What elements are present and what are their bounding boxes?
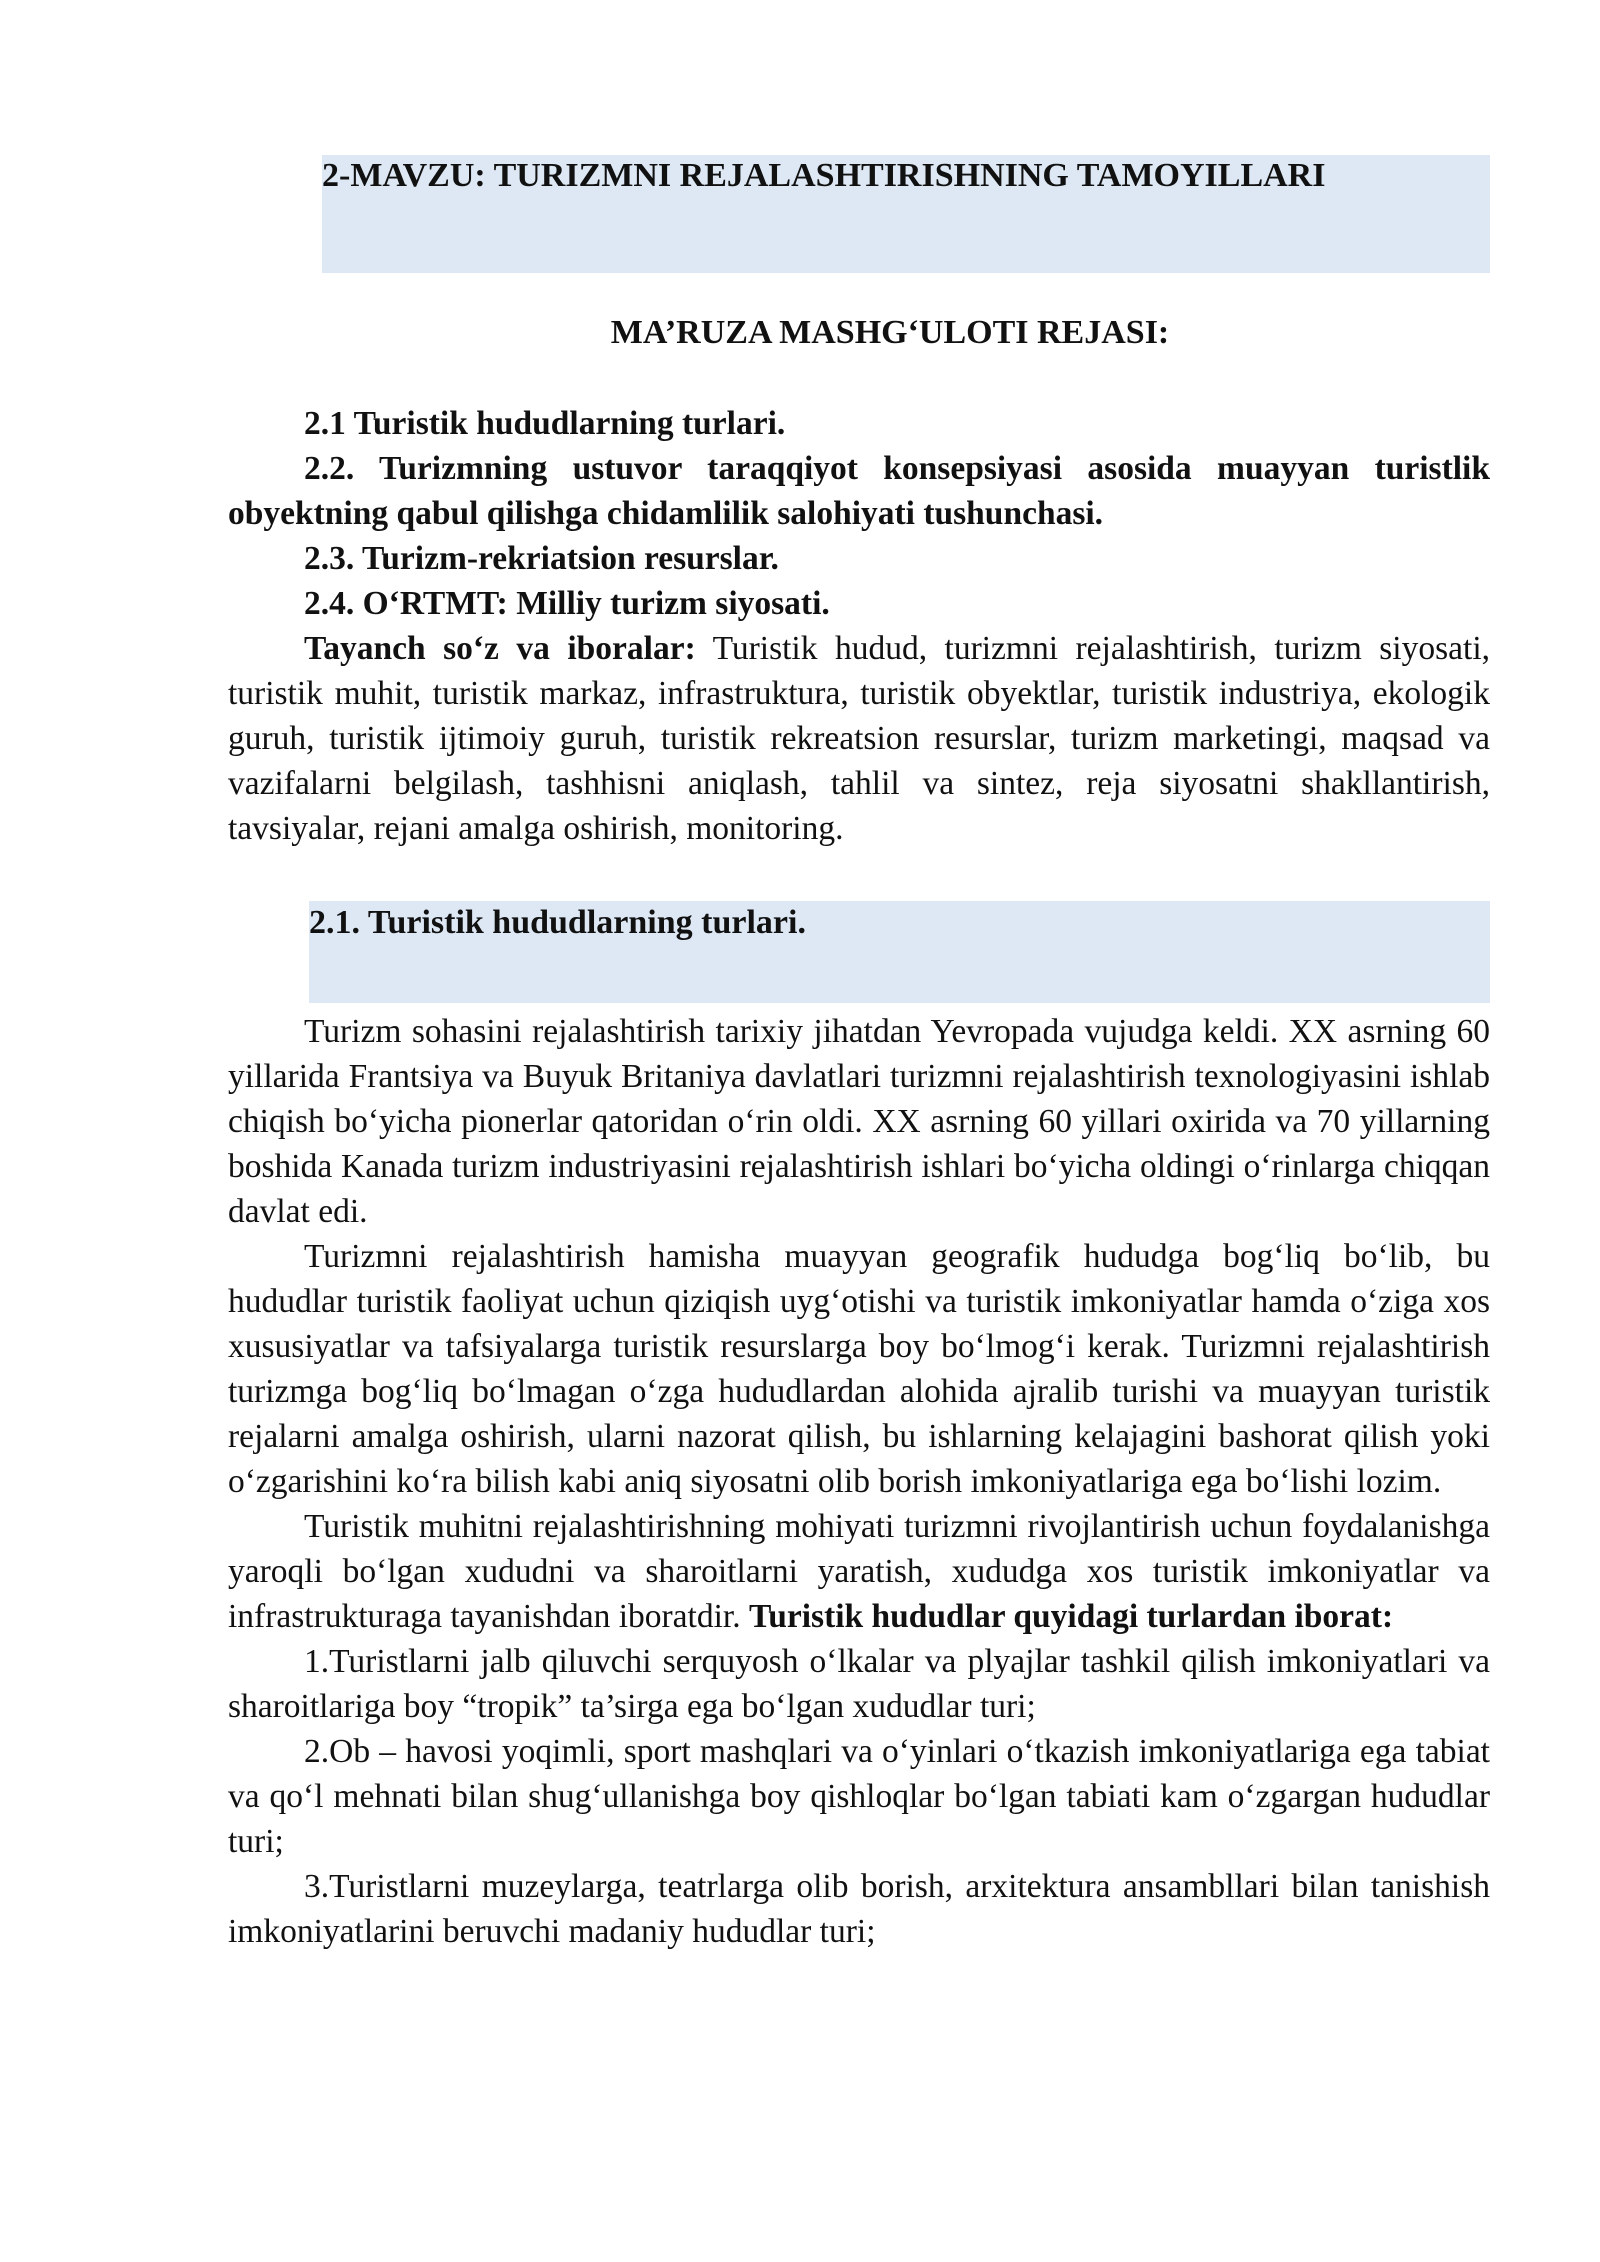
keywords-label: Tayanch so‘z va iboralar:: [304, 630, 696, 667]
paragraph-2: Turizmni rejalashtirish hamisha muayyan geografik hududga bog‘liq bo‘lib, bu hududlar turistik faoliyat uchun qiziqish uyg‘otishi va turistik imkoniyatlar hamda o‘ziga xos xususiyatlar va tafsiyalarga turistik resurslarga boy bo‘lmog‘i kerak. Turizmni rejalashtirish turizmga bog‘liq bo‘lmagan o‘zga hududlardan alohida ajralib turishi va muayyan turistik rejalarni amalga oshirish, ularni nazorat qilish, bu ishlarning kelajagini bashorat qilish yoki o‘zgarishini ko‘ra bilish kabi aniq siyosatni olib borish imkoniyatlariga ega bo‘lishi lozim.: [228, 1238, 1490, 1500]
plan-heading: MA’RUZA MASHG‘ULOTI REJASI:: [610, 314, 1170, 351]
page-title: 2-MAVZU: TURIZMNI REJALASHTIRISHNING TAMOYILLARI: [322, 157, 1326, 194]
plan-item-4: 2.4. O‘RTMT: Milliy turizm siyosati.: [304, 585, 830, 622]
plan-item-3: 2.3. Turizm-rekriatsion resurslar.: [304, 540, 779, 577]
paragraph-1: Turizm sohasini rejalashtirish tarixiy jihatdan Yevropada vujudga keldi. XX asrning 60 yillarida Frantsiya va Buyuk Britaniya davlatlari turizmni rejalashtirish texnologiyasini ishlab chiqish bo‘yicha pionerlar qatoridan o‘rin oldi. XX asrning 60 yillari oxirida va 70 yillarning boshida Kanada turizm industriyasini rejalashtirish ishlari bo‘yicha oldingi o‘rinlarga chiqqan davlat edi.: [228, 1013, 1490, 1230]
plan-item-1: 2.1 Turistik hududlarning turlari.: [304, 405, 786, 442]
plan-item-2: 2.2. Turizmning ustuvor taraqqiyot konsepsiyasi asosida muayyan turistlik obyektning qabul qilishga chidamlilik salohiyati tushunchasi.: [228, 450, 1490, 532]
list-item-2: 2.Ob – havosi yoqimli, sport mashqlari va o‘yinlari o‘tkazish imkoniyatlariga ega tabiat va qo‘l mehnati bilan shug‘ullanishga boy qishloqlar bo‘lgan tabiati kam o‘zgargan hududlar turi;: [228, 1733, 1490, 1860]
list-item-3: 3.Turistlarni muzeylarga, teatrlarga olib borish, arxitektura ansambllari bilan tanishish imkoniyatlarini beruvchi madaniy hududlar turi;: [228, 1868, 1490, 1950]
paragraph-3-bold: Turistik hududlar quyidagi turlardan iborat:: [748, 1598, 1394, 1635]
paragraph-3: [228, 1504, 1490, 1639]
keywords-text: Turistik hudud, turizmni rejalashtirish, turizm siyosati, turistik muhit, turistik markaz, infrastruktura, turistik obyektlar, turistik industriya, ekologik guruh, turistik ijtimoiy guruh, turistik rekreatsion resurslar, turizm marketingi, maqsad va vazifalarni belgilash, tashhisni aniqlash, tahlil va sintez, reja siyosatni shakllantirish, tavsiyalar, rejani amalga oshirish, monitoring.: [228, 630, 1490, 847]
lecture-plan: [228, 401, 1490, 851]
keywords-paragraph: [228, 626, 1490, 851]
section-title: 2.1. Turistik hududlarning turlari.: [309, 904, 806, 941]
paragraph-3-text: Turistik muhitni rejalashtirishning mohiyati turizmni rivojlantirish uchun foydalanishga yaroqli bo‘lgan xududni va sharoitlarni yaratish, xududga xos turistik imkoniyatlar va infrastrukturaga tayanishdan iboratdir.: [228, 1508, 1490, 1635]
section-body: [228, 1009, 1490, 1954]
list-item-1: 1.Turistlarni jalb qiluvchi serquyosh o‘lkalar va plyajlar tashkil qilish imkoniyatlari va sharoitlariga boy “tropik” ta’sirga ega bo‘lgan xududlar turi;: [228, 1643, 1490, 1725]
